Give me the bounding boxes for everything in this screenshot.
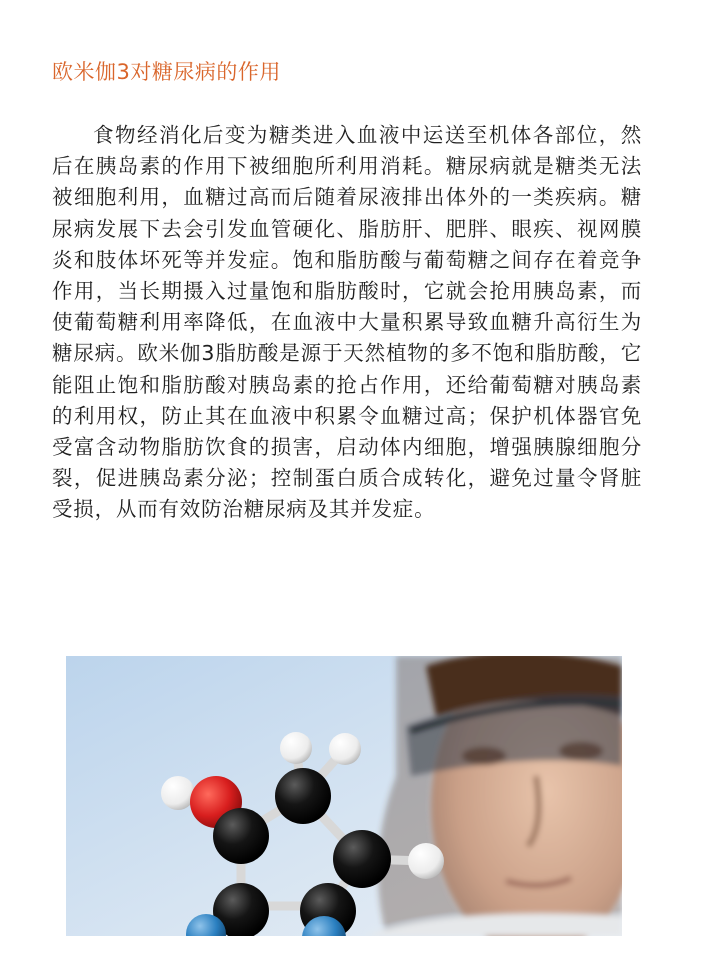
article-body: 食物经消化后变为糖类进入血液中运送至机体各部位，然后在胰岛素的作用下被细胞所利用消耗。糖尿病就是糖类无法被细胞利用，血糖过高而后随着尿液排出体外的一类疾病。糖尿病发展下去会引发血管硬化、脂肪肝、肥胖、眼疾、视网膜炎和肢体坏死等并发症。饱和脂肪酸与葡萄糖之间存在着竞争作用，当长期摄入过量饱和脂肪酸时，它就会抢用胰岛素，而使葡萄糖利用率降低，在血液中大量积累导致血糖升高衍生为糖尿病。欧米伽3脂肪酸是源于天然植物的多不饱和脂肪酸，它能阻止饱和脂肪酸对胰岛素的抢占作用，还给葡萄糖对胰岛素的利用权，防止其在血液中积累令血糖过高；保护机体器官免受富含动物脂肪饮食的损害，启动体内细胞，增强胰腺细胞分裂，促进胰岛素分泌；控制蛋白质合成转化，避免过量令肾脏受损，从而有效防治糖尿病及其并发症。 [52,123,642,522]
hydrogen-atom [408,843,444,879]
scientist-face [366,656,622,936]
hydrogen-atom [161,776,195,810]
page-title: 欧米伽3对糖尿病的作用 [52,60,281,84]
carbon-atom [213,808,269,864]
hydrogen-atom [329,733,361,765]
carbon-atom [275,768,331,824]
hydrogen-atom [280,732,312,764]
scientist-molecule-photo [66,656,622,936]
carbon-atom [333,830,391,888]
molecule-illustration [66,656,622,936]
